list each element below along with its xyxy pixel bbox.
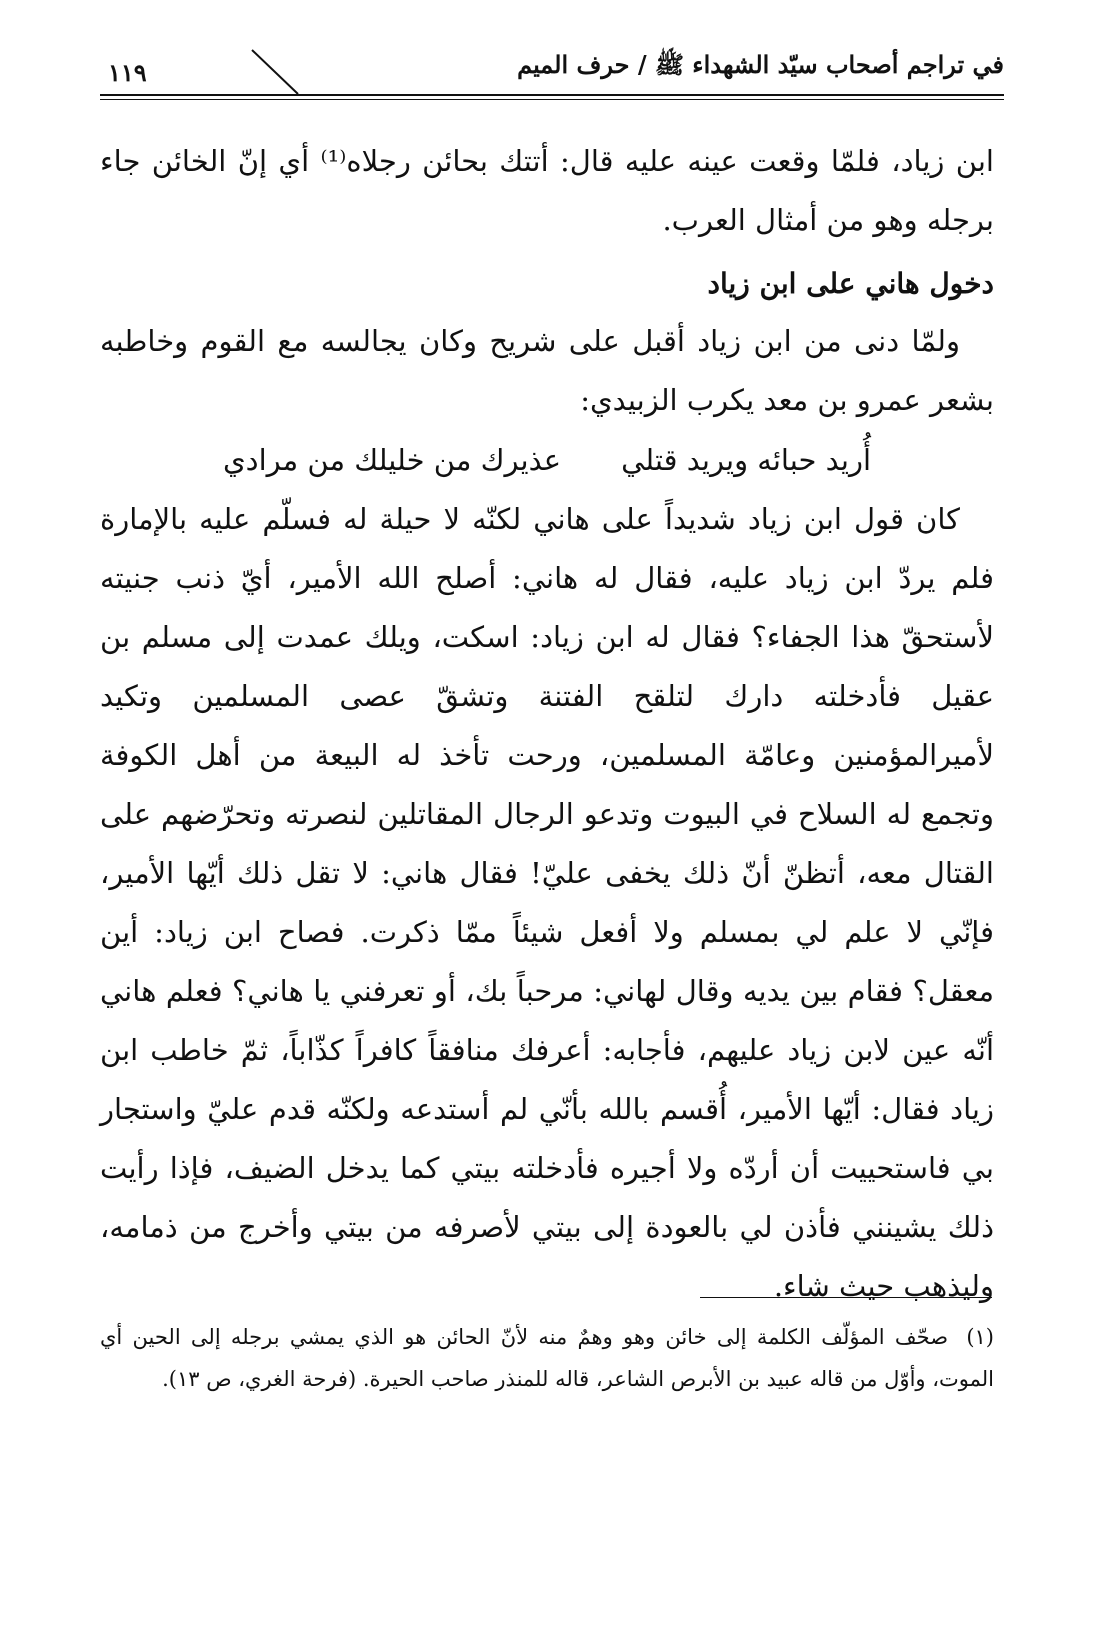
paragraph-continuation: ابن زياد، فلمّا وقعت عينه عليه قال: أتتك بحائن رجلاه⁽¹⁾ أي إنّ الخائن جاء برجله وهو من أمثال العرب. bbox=[100, 144, 994, 237]
footnote bbox=[100, 1316, 994, 1400]
verse-second-hemistich: عذيرك من خليلك من مرادي bbox=[222, 443, 562, 477]
verse-first-hemistich: أُريد حبائه ويريد قتلي bbox=[621, 443, 872, 477]
paragraph-dialogue: كان قول ابن زياد شديداً على هاني لكنّه لا حيلة له فسلّم عليه بالإمارة فلم يردّ ابن زياد عليه، فقال له هاني: أصلح الله الأمير، أيّ ذنب جنيته لأستحقّ هذا الجفاء؟ فقال له ابن زياد: اسكت، ويلك عمدت إلى مسلم بن عقيل فأدخلته دارك لتلقح الفتنة وتشقّ عصى المسلمين وتكيد لأميرالمؤمنين وعامّة المسلمين، ورحت تأخذ له البيعة من أهل الكوفة وتجمع له السلاح في البيوت وتدعو الرجال المقاتلين لنصرته وتحرّضهم على القتال معه، أتظنّ أنّ ذلك يخفى عليّ! فقال هاني: لا تقل ذلك أيّها الأمير، فإنّي لا علم لي بمسلم ولا أفعل شيئاً ممّا ذكرت. فصاح ابن زياد: أين معقل؟ فقام بين يديه وقال لهاني: مرحباً بك، أو تعرفني يا هاني؟ فعلم هاني أنّه عين لابن زياد عليهم، فأجابه: أعرفك منافقاً كافراً كذّاباً، ثمّ خاطب ابن زياد فقال: أيّها الأمير، أُقسم بالله بأنّي لم أستدعه ولكنّه قدم عليّ واستجار بي فاستحييت أن أردّه ولا أجيره فأدخلته بيتي كما يدخل الضيف، فإذا رأيت ذلك يشينني فأذن لي بالعودة إلى بيتي لأصرفه من بيتي وأخرج من ذمامه، وليذهب حيث شاء. bbox=[100, 502, 995, 1303]
running-header bbox=[100, 40, 1004, 100]
footnotes bbox=[100, 1316, 994, 1400]
footnote-text: صحّف المؤلّف الكلمة إلى خائن وهو وهمٌ منه لأنّ الحائن هو الذي يمشي برجله إلى الحين أي الموت، وأوّل من قاله عبيد بن الأبرص الشاعر، قاله للمنذر صاحب الحيرة. (فرحة الغري، ص ١٣). bbox=[100, 1325, 994, 1391]
footnote-separator bbox=[700, 1297, 992, 1298]
section-heading: دخول هاني على ابن زياد bbox=[707, 267, 994, 300]
page-number: ١١٩ bbox=[108, 58, 147, 87]
header-rule bbox=[100, 94, 1004, 96]
paragraph-intro-verse: ولمّا دنى من ابن زياد أقبل على شريح وكان يجالسه مع القوم وخاطبه بشعر عمرو بن معد يكرب الزبيدي: bbox=[100, 324, 994, 417]
running-title: في تراجم أصحاب سيّد الشهداء ﷺ / حرف الميم bbox=[517, 50, 1004, 79]
poem-verse bbox=[100, 430, 994, 490]
footnote-number: (١) bbox=[966, 1325, 994, 1349]
header-divider-slant bbox=[250, 48, 300, 96]
header-rule-thin bbox=[100, 99, 1004, 100]
main-text bbox=[100, 132, 994, 1316]
